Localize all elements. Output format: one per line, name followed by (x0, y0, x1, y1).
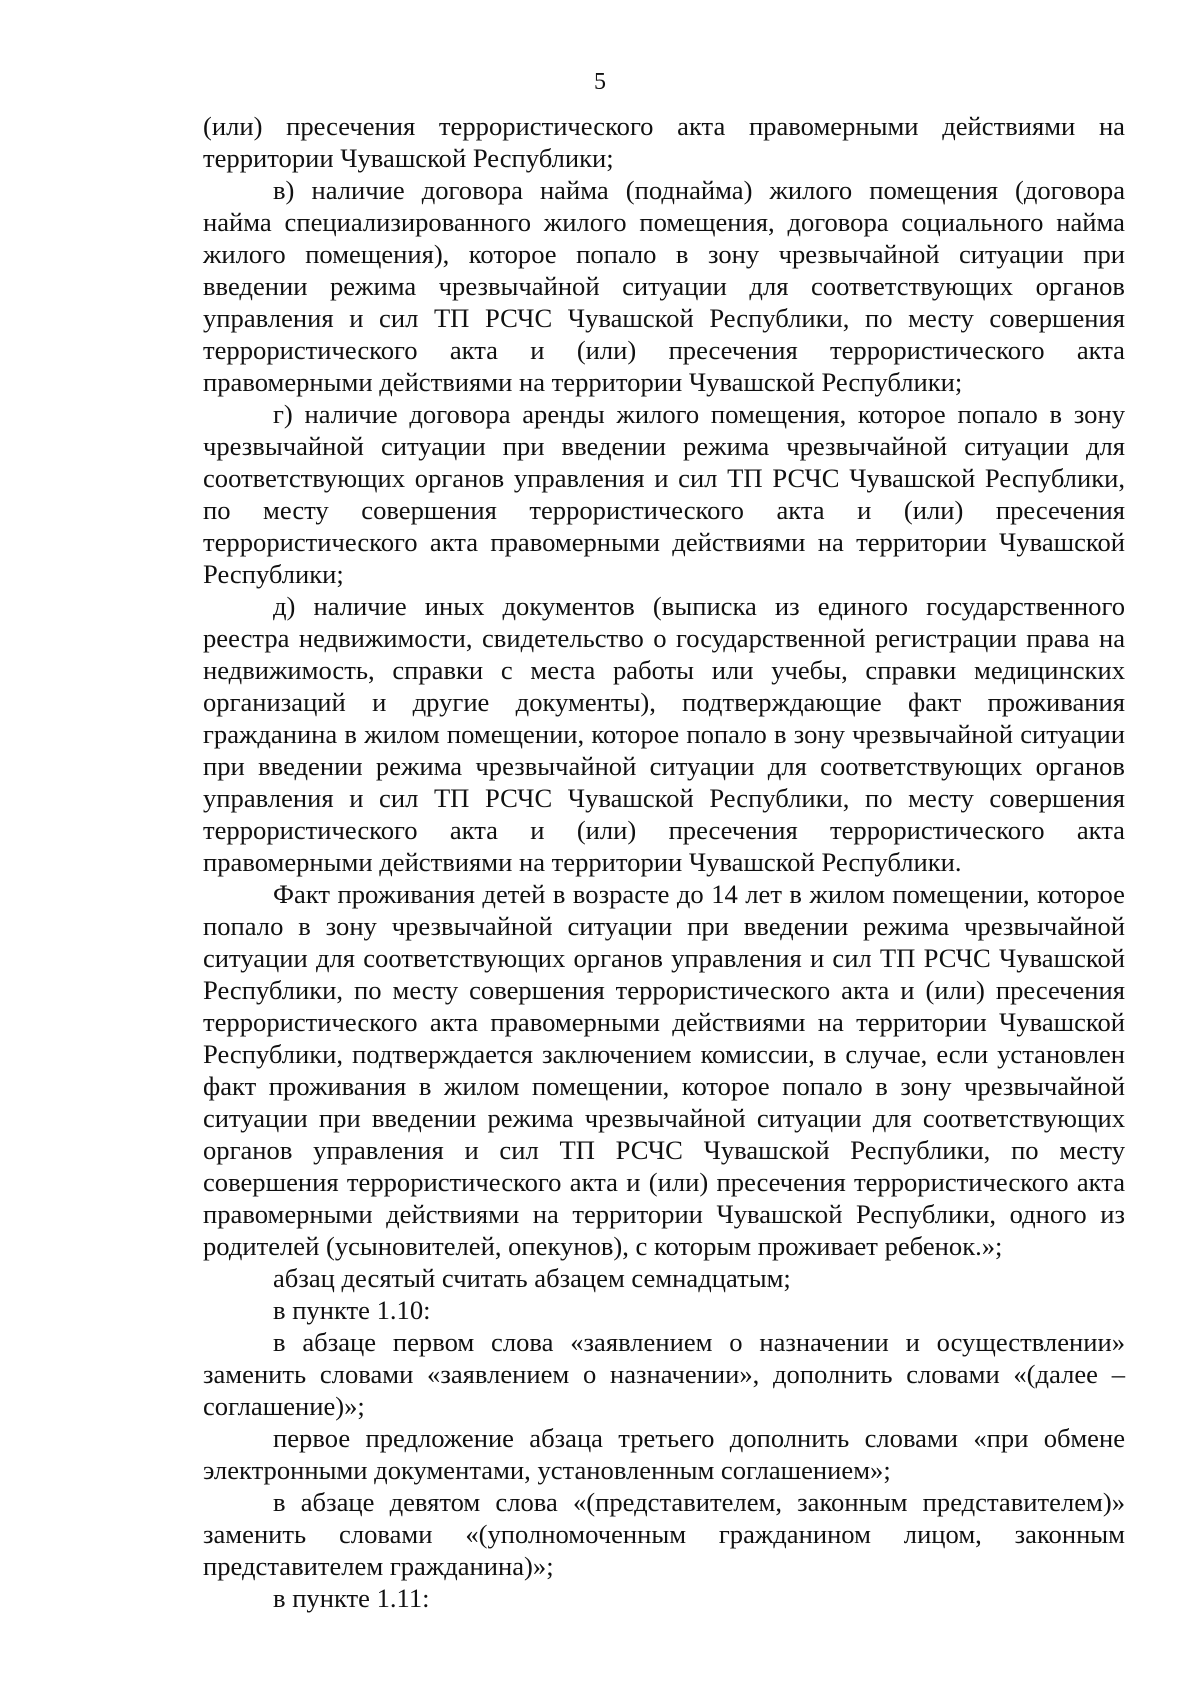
paragraph-abzac-first: в абзаце первом слова «заявлением о назначении и осуществлении» заменить словами «заявлением о назначении», дополнить словами «(далее – соглашение)»; (203, 1327, 1125, 1421)
paragraph-children-residence: Факт проживания детей в возрасте до 14 лет в жилом помещении, которое попало в зону чрезвычайной ситуации при введении режима чрезвычайной ситуации для соответствующих органов управления и сил ТП РСЧС Чувашской Республики, по месту совершения террористического акта и (или) пресечения террористического акта правомерными действиями на территории Чувашской Республики, подтверждается заключением комиссии, в случае, если установлен факт проживания в жилом помещении, которое попало в зону чрезвычайной ситуации при введении режима чрезвычайной ситуации для соответствующих органов управления и сил ТП РСЧС Чувашской Республики, по месту совершения террористического акта и (или) пресечения террористического акта правомерными действиями на территории Чувашской Республики, одного из родителей (усыновителей, опекунов), с которым проживает ребенок.»; (203, 879, 1125, 1261)
paragraph-item-g: г) наличие договора аренды жилого помещения, которое попало в зону чрезвычайной ситуации при введении режима чрезвычайной ситуации для соответствующих органов управления и сил ТП РСЧС Чувашской Республики, по месту совершения террористического акта и (или) пресечения террористического акта правомерными действиями на территории Чувашской Республики; (203, 399, 1125, 589)
paragraph-punkt-1-10: в пункте 1.10: (273, 1295, 431, 1325)
document-body (203, 110, 1125, 1614)
paragraph-item-v: в) наличие договора найма (поднайма) жилого помещения (договора найма специализированного жилого помещения, договора социального найма жилого помещения), которое попало в зону чрезвычайной ситуации при введении режима чрезвычайной ситуации для соответствующих органов управления и сил ТП РСЧС Чувашской Республики, по месту совершения террористического акта и (или) пресечения террористического акта правомерными действиями на территории Чувашской Республики; (203, 175, 1125, 397)
paragraph-abzac-ninth: в абзаце девятом слова «(представителем, законным представителем)» заменить словами «(уполномоченным гражданином лицом, законным представителем гражданина)»; (203, 1487, 1125, 1581)
paragraph-continuation: (или) пресечения террористического акта правомерными действиями на территории Чувашской Республики; (203, 111, 1125, 173)
paragraph-item-d: д) наличие иных документов (выписка из единого государственного реестра недвижимости, свидетельство о государственной регистрации права на недвижимость, справки с места работы или учебы, справки медицинских организаций и другие документы), подтверждающие факт проживания гражданина в жилом помещении, которое попало в зону чрезвычайной ситуации при введении режима чрезвычайной ситуации для соответствующих органов управления и сил ТП РСЧС Чувашской Республики, по месту совершения террористического акта и (или) пресечения террористического акта правомерными действиями на территории Чувашской Республики. (203, 591, 1125, 877)
paragraph-punkt-1-11: в пункте 1.11: (273, 1583, 430, 1613)
paragraph-abzac-ten: абзац десятый считать абзацем семнадцатым; (273, 1263, 791, 1293)
paragraph-abzac-third: первое предложение абзаца третьего дополнить словами «при обмене электронными документами, установленным соглашением»; (203, 1423, 1125, 1485)
page-number: 5 (594, 69, 606, 95)
